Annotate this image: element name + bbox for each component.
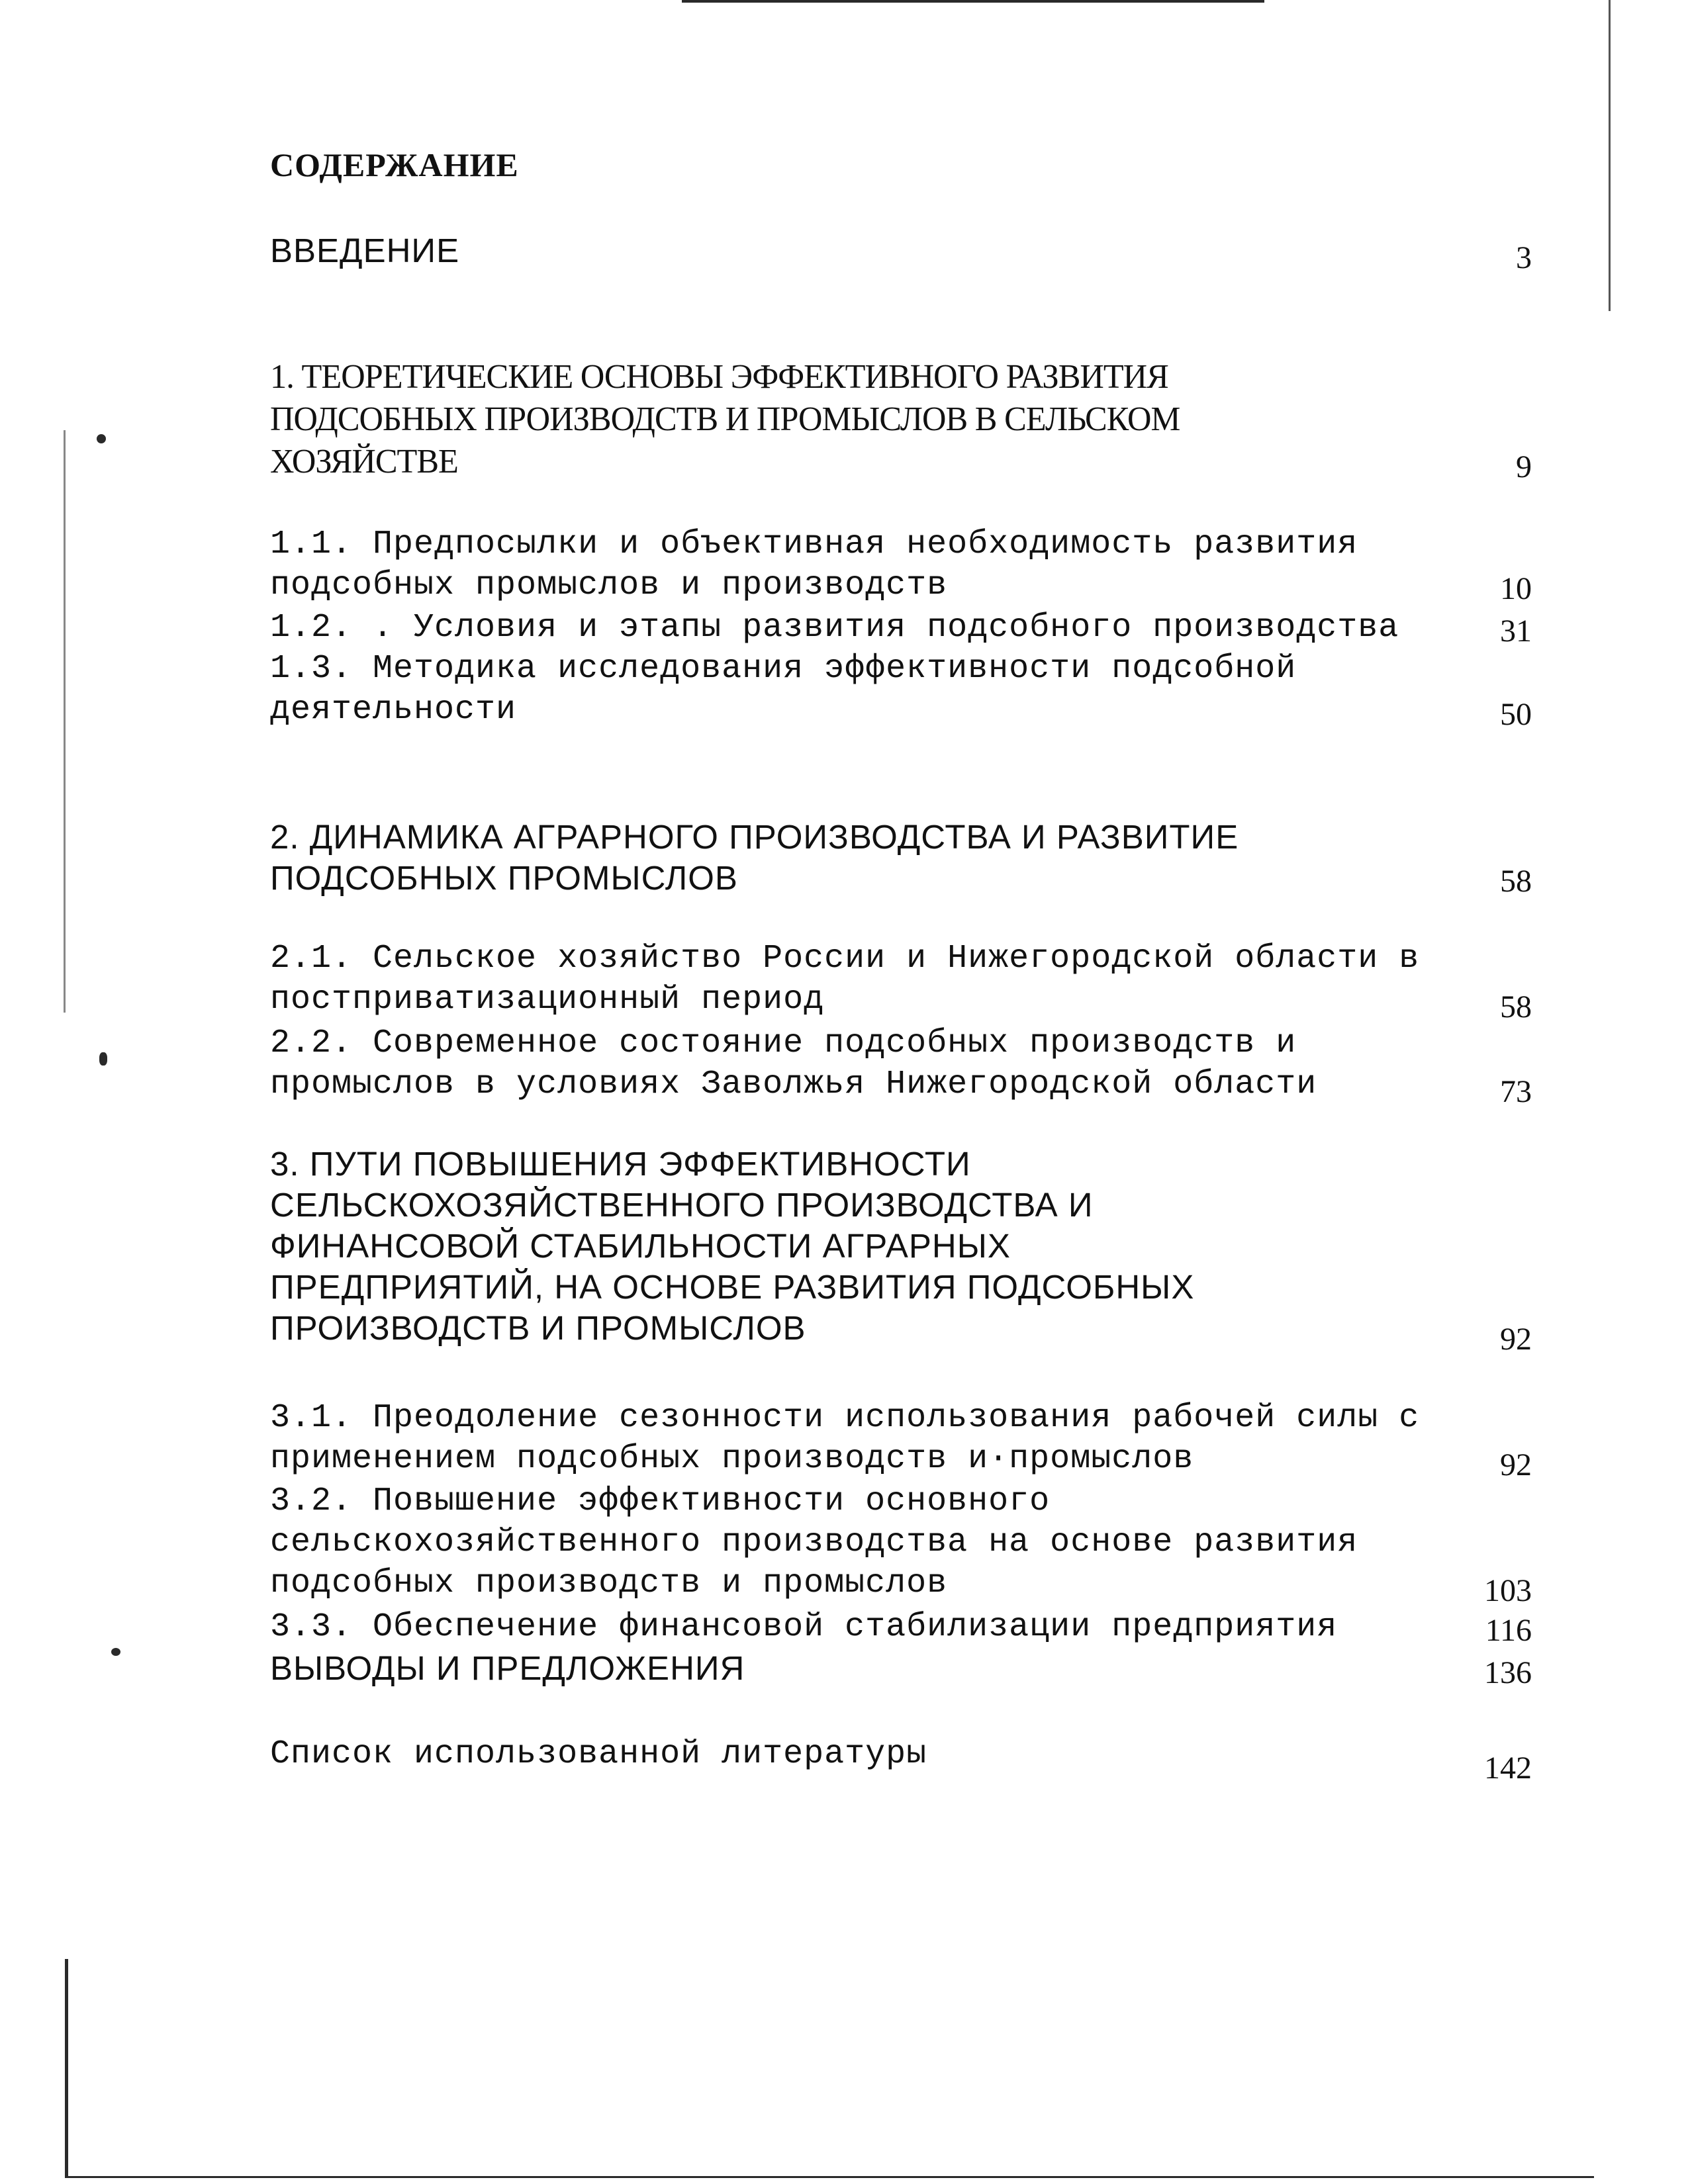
scan-left-edge-line (64, 430, 66, 1013)
toc-entry-chapter-2: 2. ДИНАМИКА АГРАРНОГО ПРОИЗВОДСТВА И РАЗВИТИЕ ПОДСОБНЫХ ПРОМЫСЛОВ (270, 818, 1239, 897)
toc-entry-chapter-1: 1. ТЕОРЕТИЧЕСКИЕ ОСНОВЫ ЭФФЕКТИВНОГО РАЗВИТИЯ ПОДСОБНЫХ ПРОИЗВОДСТВ И ПРОМЫСЛОВ В СЕЛЬСКОМ ХОЗЯЙСТВЕ (270, 358, 1180, 480)
toc-page-number: 92 (1500, 1447, 1532, 1482)
toc-page-number: 9 (1516, 449, 1532, 484)
toc-page-number: 136 (1484, 1655, 1532, 1690)
toc-page-number: 50 (1500, 697, 1532, 732)
toc-entry-introduction: ВВЕДЕНИЕ (270, 232, 460, 269)
toc-page-number: 103 (1484, 1573, 1532, 1608)
scan-top-line (682, 0, 1264, 3)
toc-entry-bibliography: Список использованной литературы (270, 1735, 927, 1773)
toc-entry-section-1-1: 1.1. Предпосылки и объективная необходимость развития подсобных промыслов и производств (270, 525, 1358, 604)
toc-entry-section-2-2: 2.2. Современное состояние подсобных производств и промыслов в условиях Заволжья Нижегородской области (270, 1024, 1317, 1103)
scan-speck (111, 1648, 120, 1656)
toc-page-number: 142 (1484, 1751, 1532, 1786)
toc-page-number: 92 (1500, 1322, 1532, 1357)
toc-page-number: 58 (1500, 989, 1532, 1024)
toc-page-number: 10 (1500, 571, 1532, 606)
toc-page-number: 3 (1516, 240, 1532, 275)
scan-right-edge-line (1609, 0, 1611, 311)
toc-entry-section-3-1: 3.1. Преодоление сезонности использования рабочей силы с применением подсобных производств и·промыслов (270, 1399, 1420, 1478)
scan-speck (97, 434, 106, 443)
scan-left-edge-line-lower (65, 1959, 68, 2177)
toc-page-number: 116 (1485, 1613, 1532, 1648)
scan-speck (99, 1052, 107, 1066)
toc-entry-section-2-1: 2.1. Сельское хозяйство России и Нижегородской области в постприватизационный период (270, 940, 1420, 1019)
toc-entry-conclusions: ВЫВОДЫ И ПРЕДЛОЖЕНИЯ (270, 1649, 745, 1687)
toc-entry-section-3-3: 3.3. Обеспечение финансовой стабилизации предприятия (270, 1608, 1338, 1646)
contents-title: СОДЕРЖАНИЕ (270, 146, 519, 183)
toc-page-number: 58 (1500, 864, 1532, 899)
toc-entry-chapter-3: 3. ПУТИ ПОВЫШЕНИЯ ЭФФЕКТИВНОСТИ СЕЛЬСКОХОЗЯЙСТВЕННОГО ПРОИЗВОДСТВА И ФИНАНСОВОЙ СТАБИЛЬНОСТИ АГРАРНЫХ ПРЕДПРИЯТИЙ, НА ОСНОВЕ РАЗВИТИЯ ПОДСОБНЫХ ПРОИЗВОДСТВ И ПРОМЫСЛОВ (270, 1145, 1195, 1347)
scan-bottom-line (65, 2176, 1594, 2178)
toc-entry-section-3-2: 3.2. Повышение эффективности основного сельскохозяйственного производства на основе развития подсобных производств и промыслов (270, 1482, 1358, 1602)
toc-page-number: 31 (1500, 614, 1532, 649)
toc-page-number: 73 (1500, 1074, 1532, 1109)
toc-entry-section-1-2: 1.2. . Условия и этапы развития подсобного производства (270, 609, 1399, 647)
toc-entry-section-1-3: 1.3. Методика исследования эффективности подсобной деятельности (270, 650, 1297, 729)
